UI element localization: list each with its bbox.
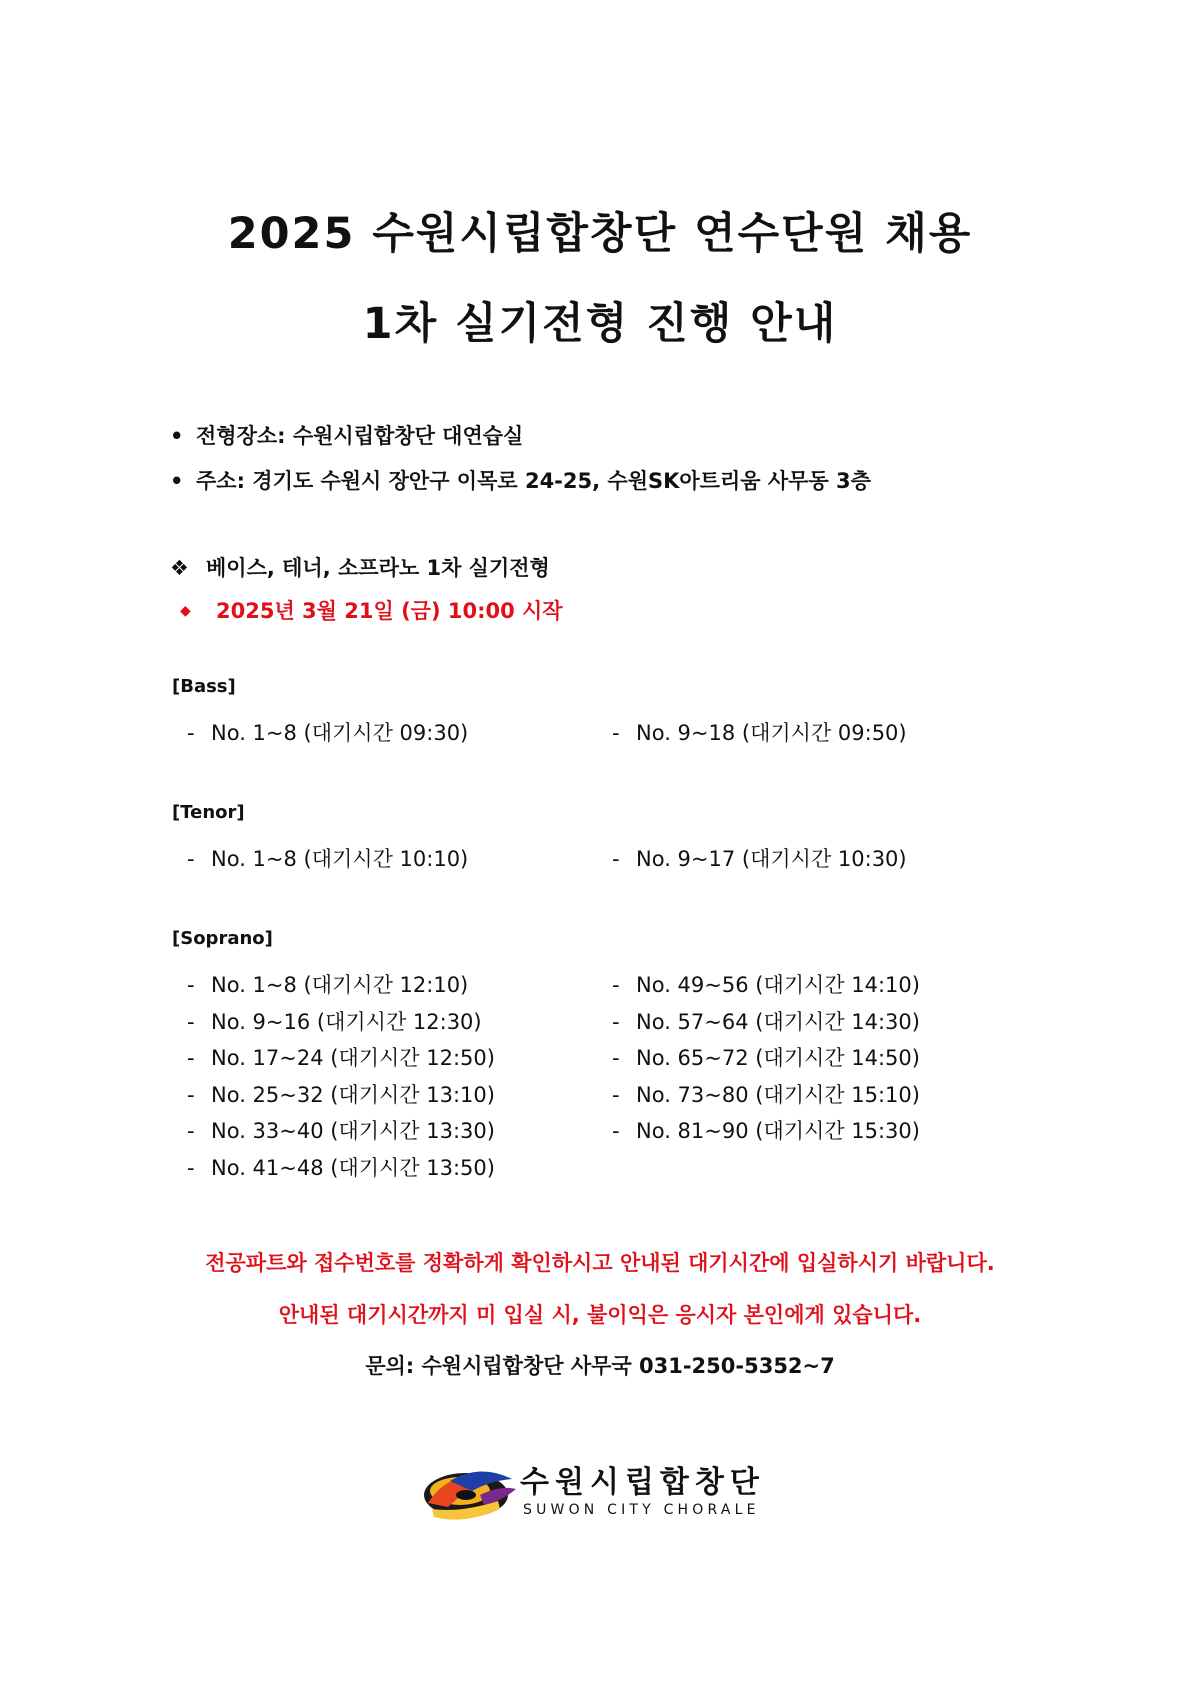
contact-line: 문의: 수원시립합창단 사무국 031-250-5352~7 — [365, 1354, 835, 1378]
list-item: - No. 1~8 (대기시간 10:10) — [187, 847, 469, 871]
dash-icon: - — [612, 1010, 620, 1034]
list-item: - No. 57~64 (대기시간 14:30) — [612, 1010, 920, 1034]
dash-icon: - — [612, 1119, 620, 1143]
dash-icon: - — [187, 847, 195, 871]
dash-icon: - — [187, 1010, 195, 1034]
address-text: 주소: 경기도 수원시 장안구 이목로 24-25, 수원SK아트리움 사무동 3층 — [196, 469, 871, 493]
dash-icon: - — [612, 1083, 620, 1107]
notice-line2: 안내된 대기시간까지 미 입실 시, 불이익은 응시자 본인에게 있습니다. — [278, 1303, 922, 1327]
list-item: - No. 1~8 (대기시간 12:10) — [187, 973, 469, 997]
exam-date-text: 2025년 3월 21일 (금) 10:00 시작 — [216, 599, 563, 623]
notice-line1: 전공파트와 접수번호를 정확하게 확인하시고 안내된 대기시간에 입실하시기 바랍니다. — [205, 1251, 995, 1275]
dash-icon: - — [187, 1156, 195, 1180]
dash-icon: - — [187, 1119, 195, 1143]
list-item: - No. 1~8 (대기시간 09:30) — [187, 721, 469, 745]
venue-line — [170, 420, 523, 450]
list-item: - No. 9~18 (대기시간 09:50) — [612, 721, 907, 745]
dash-icon: - — [612, 721, 620, 745]
logo-english: SUWON CITY CHORALE — [523, 1502, 760, 1518]
list-item: - No. 49~56 (대기시간 14:10) — [612, 973, 920, 997]
venue-text: 전형장소: 수원시립합창단 대연습실 — [196, 424, 524, 448]
chorale-logo — [420, 1455, 800, 1531]
dash-icon: - — [612, 1046, 620, 1070]
list-item: - No. 81~90 (대기시간 15:30) — [612, 1119, 920, 1143]
diamond-bullet-icon: ◆ — [180, 603, 191, 619]
page-title-line2: 1차 실기전형 진행 안내 — [362, 299, 838, 349]
list-item: - No. 17~24 (대기시간 12:50) — [187, 1046, 495, 1070]
part-label-bass: [Bass] — [172, 676, 236, 697]
list-item: - No. 33~40 (대기시간 13:30) — [187, 1119, 495, 1143]
dash-icon: - — [612, 847, 620, 871]
dash-icon: - — [187, 1046, 195, 1070]
diamond-marker-icon: ❖ — [170, 556, 189, 580]
list-item: - No. 9~16 (대기시간 12:30) — [187, 1010, 482, 1034]
exam-date — [180, 595, 563, 625]
dash-icon: - — [612, 973, 620, 997]
dash-icon: - — [187, 721, 195, 745]
part-label-soprano: [Soprano] — [172, 928, 273, 949]
page-title-line1: 2025 수원시립합창단 연수단원 채용 — [227, 209, 973, 259]
dash-icon: - — [187, 973, 195, 997]
exam-heading — [170, 552, 550, 582]
bullet-icon: • — [170, 469, 184, 493]
chorale-logo-icon — [420, 1455, 520, 1531]
list-item: - No. 41~48 (대기시간 13:50) — [187, 1156, 495, 1180]
logo-name: 수원시립합창단 — [520, 1465, 765, 1500]
exam-heading-text: 베이스, 테너, 소프라노 1차 실기전형 — [206, 556, 550, 580]
bullet-icon: • — [170, 424, 184, 448]
list-item: - No. 9~17 (대기시간 10:30) — [612, 847, 907, 871]
list-item: - No. 25~32 (대기시간 13:10) — [187, 1083, 495, 1107]
list-item: - No. 73~80 (대기시간 15:10) — [612, 1083, 920, 1107]
list-item: - No. 65~72 (대기시간 14:50) — [612, 1046, 920, 1070]
dash-icon: - — [187, 1083, 195, 1107]
part-label-tenor: [Tenor] — [172, 802, 245, 823]
address-line — [170, 465, 871, 495]
